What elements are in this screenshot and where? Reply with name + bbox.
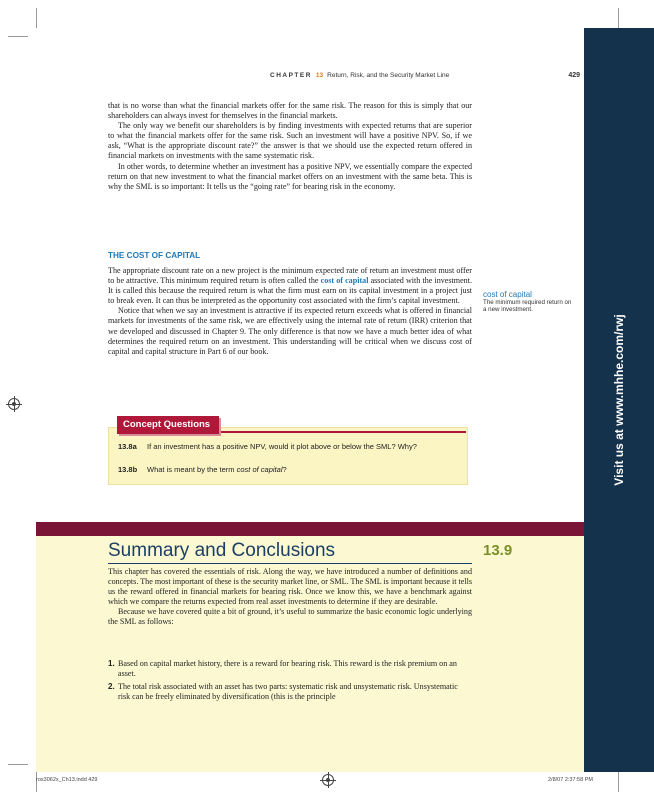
paragraph: Notice that when we say an investment is attractive if its expected return exceeds what is offered in financial markets for investments of the same risk, we are effectively using the internal rate of return (IRR) criterion that we developed and discussed in Chapter 9. The only difference is that now we have a much better idea of what determines the required return on an investment. This understanding will be critical when we discuss cost of capital and capital structure in Part 6 of our book.	[108, 306, 472, 356]
question-text: If an investment has a positive NPV, would it plot above or below the SML? Why?	[147, 442, 417, 451]
chapter-number: 13	[315, 72, 324, 79]
definition-text: The minimum required return on a new investment.	[483, 299, 572, 314]
crop-mark	[36, 8, 37, 28]
text-run: The appropriate discount rate on a new project is the minimum expected rate of return an investment must offer to be attractive. This minimum required return is often called the	[108, 266, 472, 286]
section-number: 13.9	[483, 542, 513, 559]
cost-of-capital-text	[108, 266, 472, 357]
crop-mark	[8, 36, 28, 37]
concept-questions-title: Concept Questions	[117, 416, 219, 434]
summary-title: Summary and Conclusions	[108, 540, 336, 561]
paragraph	[108, 266, 472, 306]
page-number: 429	[568, 72, 580, 79]
concept-questions-box	[108, 427, 468, 485]
paragraph: The only way we benefit our shareholders is by finding investments with expected returns that are superior to what the financial markets offer for the same risk. Such an investment will have a positive NPV. So, if we ask, “What is the appropriate discount rate?” the answer is that we should use the expected return offered in financial markets on investments with the same systematic risk.	[108, 121, 472, 161]
footer-file: ros3062x_Ch13.indd 429	[36, 777, 98, 783]
question-text	[147, 465, 287, 475]
text-run: associated with the investment. It is called this because the required return is what the firm must earn on its capital investment in a project just to break even. It can thus be interpreted as the opportunity cost associated with the firm’s capital investment.	[108, 276, 472, 306]
chapter-label: CHAPTER	[270, 72, 312, 79]
list-number: 1.	[108, 659, 115, 668]
crop-mark	[618, 8, 619, 28]
paragraph: This chapter has covered the essentials of risk. Along the way, we have introduced a number of definitions and concepts. The most important of these is the security market line, or SML. The SML is important because it tells us the reward offered in financial markets for bearing risk. Once we know this, we have a benchmark against which we compare the returns expected from real asset investments to determine if they are desirable.	[108, 567, 472, 607]
text-run: What is meant by the term	[147, 465, 237, 474]
list-item	[108, 659, 472, 679]
margin-definition	[483, 290, 575, 314]
registration-mark-icon	[8, 398, 20, 410]
crop-mark	[8, 764, 28, 765]
question-item	[118, 465, 458, 475]
question-number: 13.8b	[118, 465, 138, 474]
sidebar-url[interactable]: Visit us at www.mhhe.com/rwj	[612, 314, 626, 486]
summary-text	[108, 567, 472, 628]
footer-date: 2/8/07 2:37:58 PM	[548, 777, 593, 783]
list-item	[108, 682, 472, 702]
chapter-title: Return, Risk, and the Security Market Line	[327, 72, 450, 79]
paragraph: Because we have covered quite a bit of ground, it’s useful to summarize the basic economic logic underlying the SML as follows:	[108, 607, 472, 627]
intro-text	[108, 101, 472, 192]
paragraph: that is no worse than what the financial markets offer for the same risk. The reason for this is simply that our shareholders can always invest for themselves in the financial markets.	[108, 101, 472, 121]
text-run: ?	[282, 465, 287, 474]
section-band	[36, 522, 584, 536]
crop-mark	[618, 772, 619, 792]
list-number: 2.	[108, 682, 115, 692]
divider	[219, 431, 466, 433]
key-term: cost of capital	[320, 276, 369, 286]
section-heading: THE COST OF CAPITAL	[108, 251, 201, 260]
list-text: The total risk associated with an asset has two parts: systematic risk and unsystematic risk. Unsystematic risk can be freely eliminated by diversification (this is the principle	[118, 682, 458, 702]
list-text: Based on capital market history, there is a reward for bearing risk. This reward is the risk premium on an asset.	[118, 659, 457, 679]
registration-mark-icon	[322, 774, 334, 786]
question-item	[118, 442, 458, 452]
divider	[108, 563, 472, 564]
paragraph: In other words, to determine whether an investment has a positive NPV, we essentially compare the expected return on that new investment to what the financial market offers on an investment with the same beta. This is why the SML is so important: It tells us the “going rate” for bearing risk in the economy.	[108, 161, 472, 191]
summary-list	[108, 659, 472, 702]
definition-term: cost of capital	[483, 290, 532, 299]
running-header	[270, 72, 580, 79]
italic-term: cost of capital	[236, 465, 283, 474]
question-number: 13.8a	[118, 442, 137, 451]
